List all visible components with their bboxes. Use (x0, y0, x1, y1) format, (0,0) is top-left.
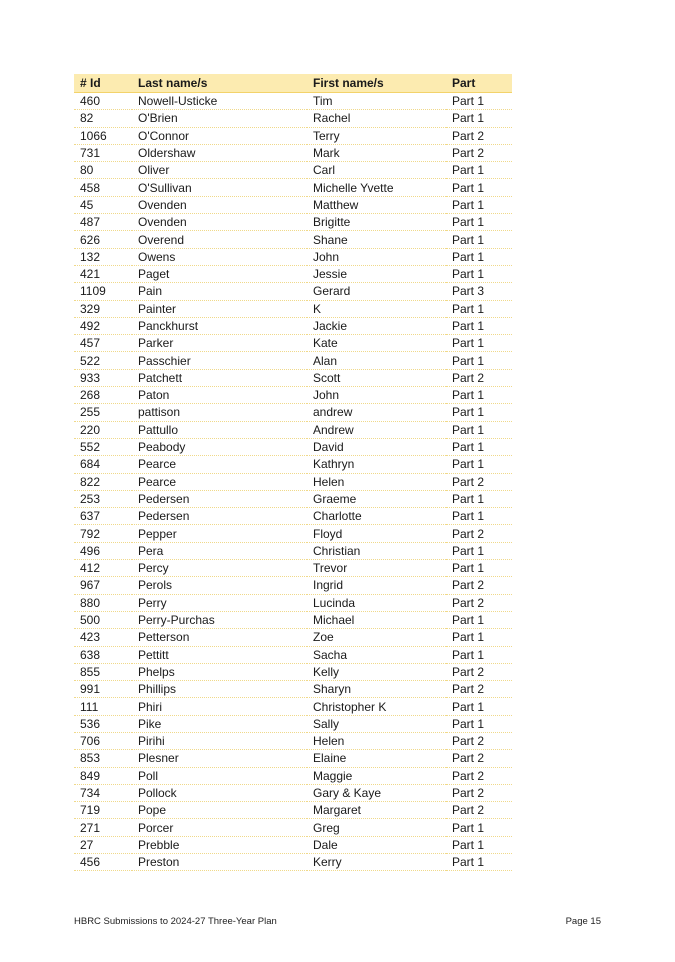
cell-last-name: O'Connor (132, 127, 307, 144)
cell-first-name: Brigitte (307, 214, 446, 231)
cell-id: 329 (74, 300, 132, 317)
cell-first-name: Sharyn (307, 681, 446, 698)
cell-last-name: Pera (132, 542, 307, 559)
cell-first-name: Dale (307, 836, 446, 853)
table-row (74, 854, 512, 871)
cell-part: Part 1 (446, 179, 512, 196)
cell-id: 412 (74, 560, 132, 577)
table-row (74, 265, 512, 282)
cell-last-name: Pearce (132, 456, 307, 473)
cell-first-name: K (307, 300, 446, 317)
table-row (74, 196, 512, 213)
cell-part: Part 2 (446, 144, 512, 161)
cell-id: 522 (74, 352, 132, 369)
cell-first-name: Trevor (307, 560, 446, 577)
table-row (74, 732, 512, 749)
cell-id: 132 (74, 248, 132, 265)
cell-first-name: Gary & Kaye (307, 784, 446, 801)
cell-last-name: Parker (132, 335, 307, 352)
cell-last-name: Overend (132, 231, 307, 248)
table-body (74, 93, 512, 871)
cell-first-name: Margaret (307, 802, 446, 819)
table-row (74, 404, 512, 421)
cell-first-name: Helen (307, 473, 446, 490)
table-row (74, 629, 512, 646)
cell-last-name: Pike (132, 715, 307, 732)
cell-first-name: Andrew (307, 421, 446, 438)
table-row (74, 715, 512, 732)
cell-first-name: Rachel (307, 110, 446, 127)
cell-part: Part 2 (446, 577, 512, 594)
cell-last-name: Pettitt (132, 646, 307, 663)
cell-last-name: Plesner (132, 750, 307, 767)
cell-part: Part 2 (446, 663, 512, 680)
cell-last-name: O'Brien (132, 110, 307, 127)
cell-part: Part 1 (446, 819, 512, 836)
cell-part: Part 3 (446, 283, 512, 300)
table-row (74, 698, 512, 715)
table-row (74, 387, 512, 404)
cell-part: Part 1 (446, 560, 512, 577)
cell-part: Part 1 (446, 629, 512, 646)
cell-last-name: Pedersen (132, 508, 307, 525)
cell-first-name: Sally (307, 715, 446, 732)
cell-part: Part 1 (446, 248, 512, 265)
cell-last-name: Peabody (132, 438, 307, 455)
cell-part: Part 1 (446, 836, 512, 853)
cell-id: 1109 (74, 283, 132, 300)
cell-first-name: Kelly (307, 663, 446, 680)
table-row (74, 352, 512, 369)
cell-first-name: John (307, 248, 446, 265)
cell-first-name: Zoe (307, 629, 446, 646)
cell-part: Part 1 (446, 646, 512, 663)
cell-id: 822 (74, 473, 132, 490)
cell-last-name: Phiri (132, 698, 307, 715)
cell-first-name: andrew (307, 404, 446, 421)
cell-first-name: Terry (307, 127, 446, 144)
table-row (74, 750, 512, 767)
cell-id: 457 (74, 335, 132, 352)
cell-part: Part 1 (446, 854, 512, 871)
cell-id: 460 (74, 93, 132, 110)
table-row (74, 456, 512, 473)
table-row (74, 369, 512, 386)
table-row (74, 646, 512, 663)
cell-last-name: Preston (132, 854, 307, 871)
table-row (74, 144, 512, 161)
cell-last-name: Pain (132, 283, 307, 300)
cell-id: 82 (74, 110, 132, 127)
table-row (74, 594, 512, 611)
table-row (74, 819, 512, 836)
cell-part: Part 1 (446, 611, 512, 628)
cell-last-name: Pearce (132, 473, 307, 490)
cell-id: 45 (74, 196, 132, 213)
cell-id: 731 (74, 144, 132, 161)
cell-first-name: Mark (307, 144, 446, 161)
cell-id: 111 (74, 698, 132, 715)
cell-first-name: Matthew (307, 196, 446, 213)
cell-id: 456 (74, 854, 132, 871)
cell-id: 792 (74, 525, 132, 542)
cell-id: 458 (74, 179, 132, 196)
cell-part: Part 1 (446, 93, 512, 110)
cell-last-name: Nowell-Usticke (132, 93, 307, 110)
cell-first-name: Michael (307, 611, 446, 628)
cell-first-name: Carl (307, 162, 446, 179)
cell-id: 706 (74, 732, 132, 749)
cell-part: Part 1 (446, 715, 512, 732)
cell-part: Part 2 (446, 127, 512, 144)
cell-last-name: Ovenden (132, 214, 307, 231)
cell-last-name: Porcer (132, 819, 307, 836)
cell-id: 492 (74, 317, 132, 334)
cell-last-name: O'Sullivan (132, 179, 307, 196)
cell-id: 626 (74, 231, 132, 248)
table-header-row (74, 74, 512, 93)
cell-last-name: Pepper (132, 525, 307, 542)
cell-last-name: Perols (132, 577, 307, 594)
table-row (74, 508, 512, 525)
cell-first-name: Helen (307, 732, 446, 749)
cell-first-name: Lucinda (307, 594, 446, 611)
cell-part: Part 1 (446, 231, 512, 248)
cell-first-name: Michelle Yvette (307, 179, 446, 196)
submissions-table (74, 74, 512, 871)
cell-id: 423 (74, 629, 132, 646)
cell-last-name: Patchett (132, 369, 307, 386)
cell-first-name: Jessie (307, 265, 446, 282)
cell-part: Part 1 (446, 110, 512, 127)
header-id: # Id (74, 74, 132, 93)
table-row (74, 248, 512, 265)
cell-part: Part 1 (446, 404, 512, 421)
cell-first-name: Sacha (307, 646, 446, 663)
cell-id: 933 (74, 369, 132, 386)
cell-last-name: Percy (132, 560, 307, 577)
table-row (74, 127, 512, 144)
table-row (74, 784, 512, 801)
cell-id: 253 (74, 490, 132, 507)
cell-last-name: Poll (132, 767, 307, 784)
cell-part: Part 1 (446, 698, 512, 715)
cell-first-name: Christopher K (307, 698, 446, 715)
cell-id: 853 (74, 750, 132, 767)
table-row (74, 577, 512, 594)
cell-last-name: Petterson (132, 629, 307, 646)
table-row (74, 611, 512, 628)
cell-part: Part 2 (446, 473, 512, 490)
table-row (74, 300, 512, 317)
cell-id: 719 (74, 802, 132, 819)
cell-id: 991 (74, 681, 132, 698)
footer-document-title: HBRC Submissions to 2024-27 Three-Year Plan (74, 916, 277, 927)
table-row (74, 767, 512, 784)
cell-part: Part 1 (446, 508, 512, 525)
cell-part: Part 1 (446, 542, 512, 559)
cell-part: Part 1 (446, 300, 512, 317)
cell-id: 487 (74, 214, 132, 231)
cell-last-name: Panckhurst (132, 317, 307, 334)
cell-id: 27 (74, 836, 132, 853)
table-row (74, 802, 512, 819)
cell-id: 849 (74, 767, 132, 784)
cell-part: Part 2 (446, 681, 512, 698)
cell-id: 220 (74, 421, 132, 438)
cell-last-name: Prebble (132, 836, 307, 853)
table-row (74, 490, 512, 507)
cell-part: Part 2 (446, 750, 512, 767)
table-row (74, 525, 512, 542)
header-last-name: Last name/s (132, 74, 307, 93)
cell-last-name: Phelps (132, 663, 307, 680)
cell-first-name: Charlotte (307, 508, 446, 525)
table-row (74, 473, 512, 490)
cell-last-name: Ovenden (132, 196, 307, 213)
cell-first-name: Greg (307, 819, 446, 836)
cell-last-name: Phillips (132, 681, 307, 698)
cell-part: Part 1 (446, 438, 512, 455)
cell-part: Part 2 (446, 594, 512, 611)
cell-id: 967 (74, 577, 132, 594)
table-row (74, 542, 512, 559)
cell-id: 855 (74, 663, 132, 680)
cell-last-name: Pope (132, 802, 307, 819)
cell-first-name: Elaine (307, 750, 446, 767)
cell-part: Part 1 (446, 352, 512, 369)
cell-last-name: pattison (132, 404, 307, 421)
cell-last-name: Pedersen (132, 490, 307, 507)
cell-last-name: Oldershaw (132, 144, 307, 161)
cell-part: Part 2 (446, 802, 512, 819)
cell-part: Part 1 (446, 335, 512, 352)
cell-last-name: Pattullo (132, 421, 307, 438)
table-row (74, 681, 512, 698)
cell-id: 1066 (74, 127, 132, 144)
cell-first-name: Tim (307, 93, 446, 110)
cell-first-name: David (307, 438, 446, 455)
header-part: Part (446, 74, 512, 93)
cell-first-name: Kate (307, 335, 446, 352)
cell-part: Part 2 (446, 525, 512, 542)
table-row (74, 162, 512, 179)
cell-first-name: Kathryn (307, 456, 446, 473)
cell-first-name: Maggie (307, 767, 446, 784)
cell-first-name: Kerry (307, 854, 446, 871)
cell-part: Part 1 (446, 214, 512, 231)
cell-part: Part 1 (446, 490, 512, 507)
cell-last-name: Paget (132, 265, 307, 282)
cell-id: 880 (74, 594, 132, 611)
cell-last-name: Passchier (132, 352, 307, 369)
cell-last-name: Oliver (132, 162, 307, 179)
cell-id: 637 (74, 508, 132, 525)
cell-first-name: Jackie (307, 317, 446, 334)
cell-last-name: Perry (132, 594, 307, 611)
cell-last-name: Pirihi (132, 732, 307, 749)
cell-part: Part 2 (446, 732, 512, 749)
table-row (74, 836, 512, 853)
header-first-name: First name/s (307, 74, 446, 93)
cell-last-name: Perry-Purchas (132, 611, 307, 628)
cell-part: Part 1 (446, 387, 512, 404)
cell-id: 536 (74, 715, 132, 732)
cell-first-name: Shane (307, 231, 446, 248)
table-row (74, 663, 512, 680)
cell-last-name: Paton (132, 387, 307, 404)
cell-part: Part 1 (446, 265, 512, 282)
cell-id: 80 (74, 162, 132, 179)
footer-page-number: Page 15 (565, 916, 601, 927)
cell-id: 500 (74, 611, 132, 628)
table-row (74, 179, 512, 196)
cell-part: Part 1 (446, 421, 512, 438)
cell-part: Part 2 (446, 784, 512, 801)
cell-id: 268 (74, 387, 132, 404)
cell-first-name: Christian (307, 542, 446, 559)
cell-id: 271 (74, 819, 132, 836)
cell-id: 421 (74, 265, 132, 282)
table-row (74, 421, 512, 438)
table-row (74, 335, 512, 352)
cell-part: Part 1 (446, 196, 512, 213)
cell-last-name: Painter (132, 300, 307, 317)
cell-first-name: Alan (307, 352, 446, 369)
cell-first-name: Floyd (307, 525, 446, 542)
cell-part: Part 1 (446, 456, 512, 473)
cell-part: Part 2 (446, 767, 512, 784)
cell-part: Part 1 (446, 317, 512, 334)
cell-first-name: Gerard (307, 283, 446, 300)
table-row (74, 283, 512, 300)
cell-id: 552 (74, 438, 132, 455)
cell-last-name: Pollock (132, 784, 307, 801)
cell-id: 684 (74, 456, 132, 473)
table-row (74, 231, 512, 248)
cell-id: 496 (74, 542, 132, 559)
cell-id: 638 (74, 646, 132, 663)
table-row (74, 93, 512, 110)
cell-first-name: Ingrid (307, 577, 446, 594)
cell-last-name: Owens (132, 248, 307, 265)
cell-id: 734 (74, 784, 132, 801)
cell-part: Part 2 (446, 369, 512, 386)
table-row (74, 214, 512, 231)
table-row (74, 560, 512, 577)
cell-part: Part 1 (446, 162, 512, 179)
table-row (74, 438, 512, 455)
cell-first-name: Scott (307, 369, 446, 386)
table-row (74, 317, 512, 334)
cell-first-name: John (307, 387, 446, 404)
cell-id: 255 (74, 404, 132, 421)
table-row (74, 110, 512, 127)
cell-first-name: Graeme (307, 490, 446, 507)
